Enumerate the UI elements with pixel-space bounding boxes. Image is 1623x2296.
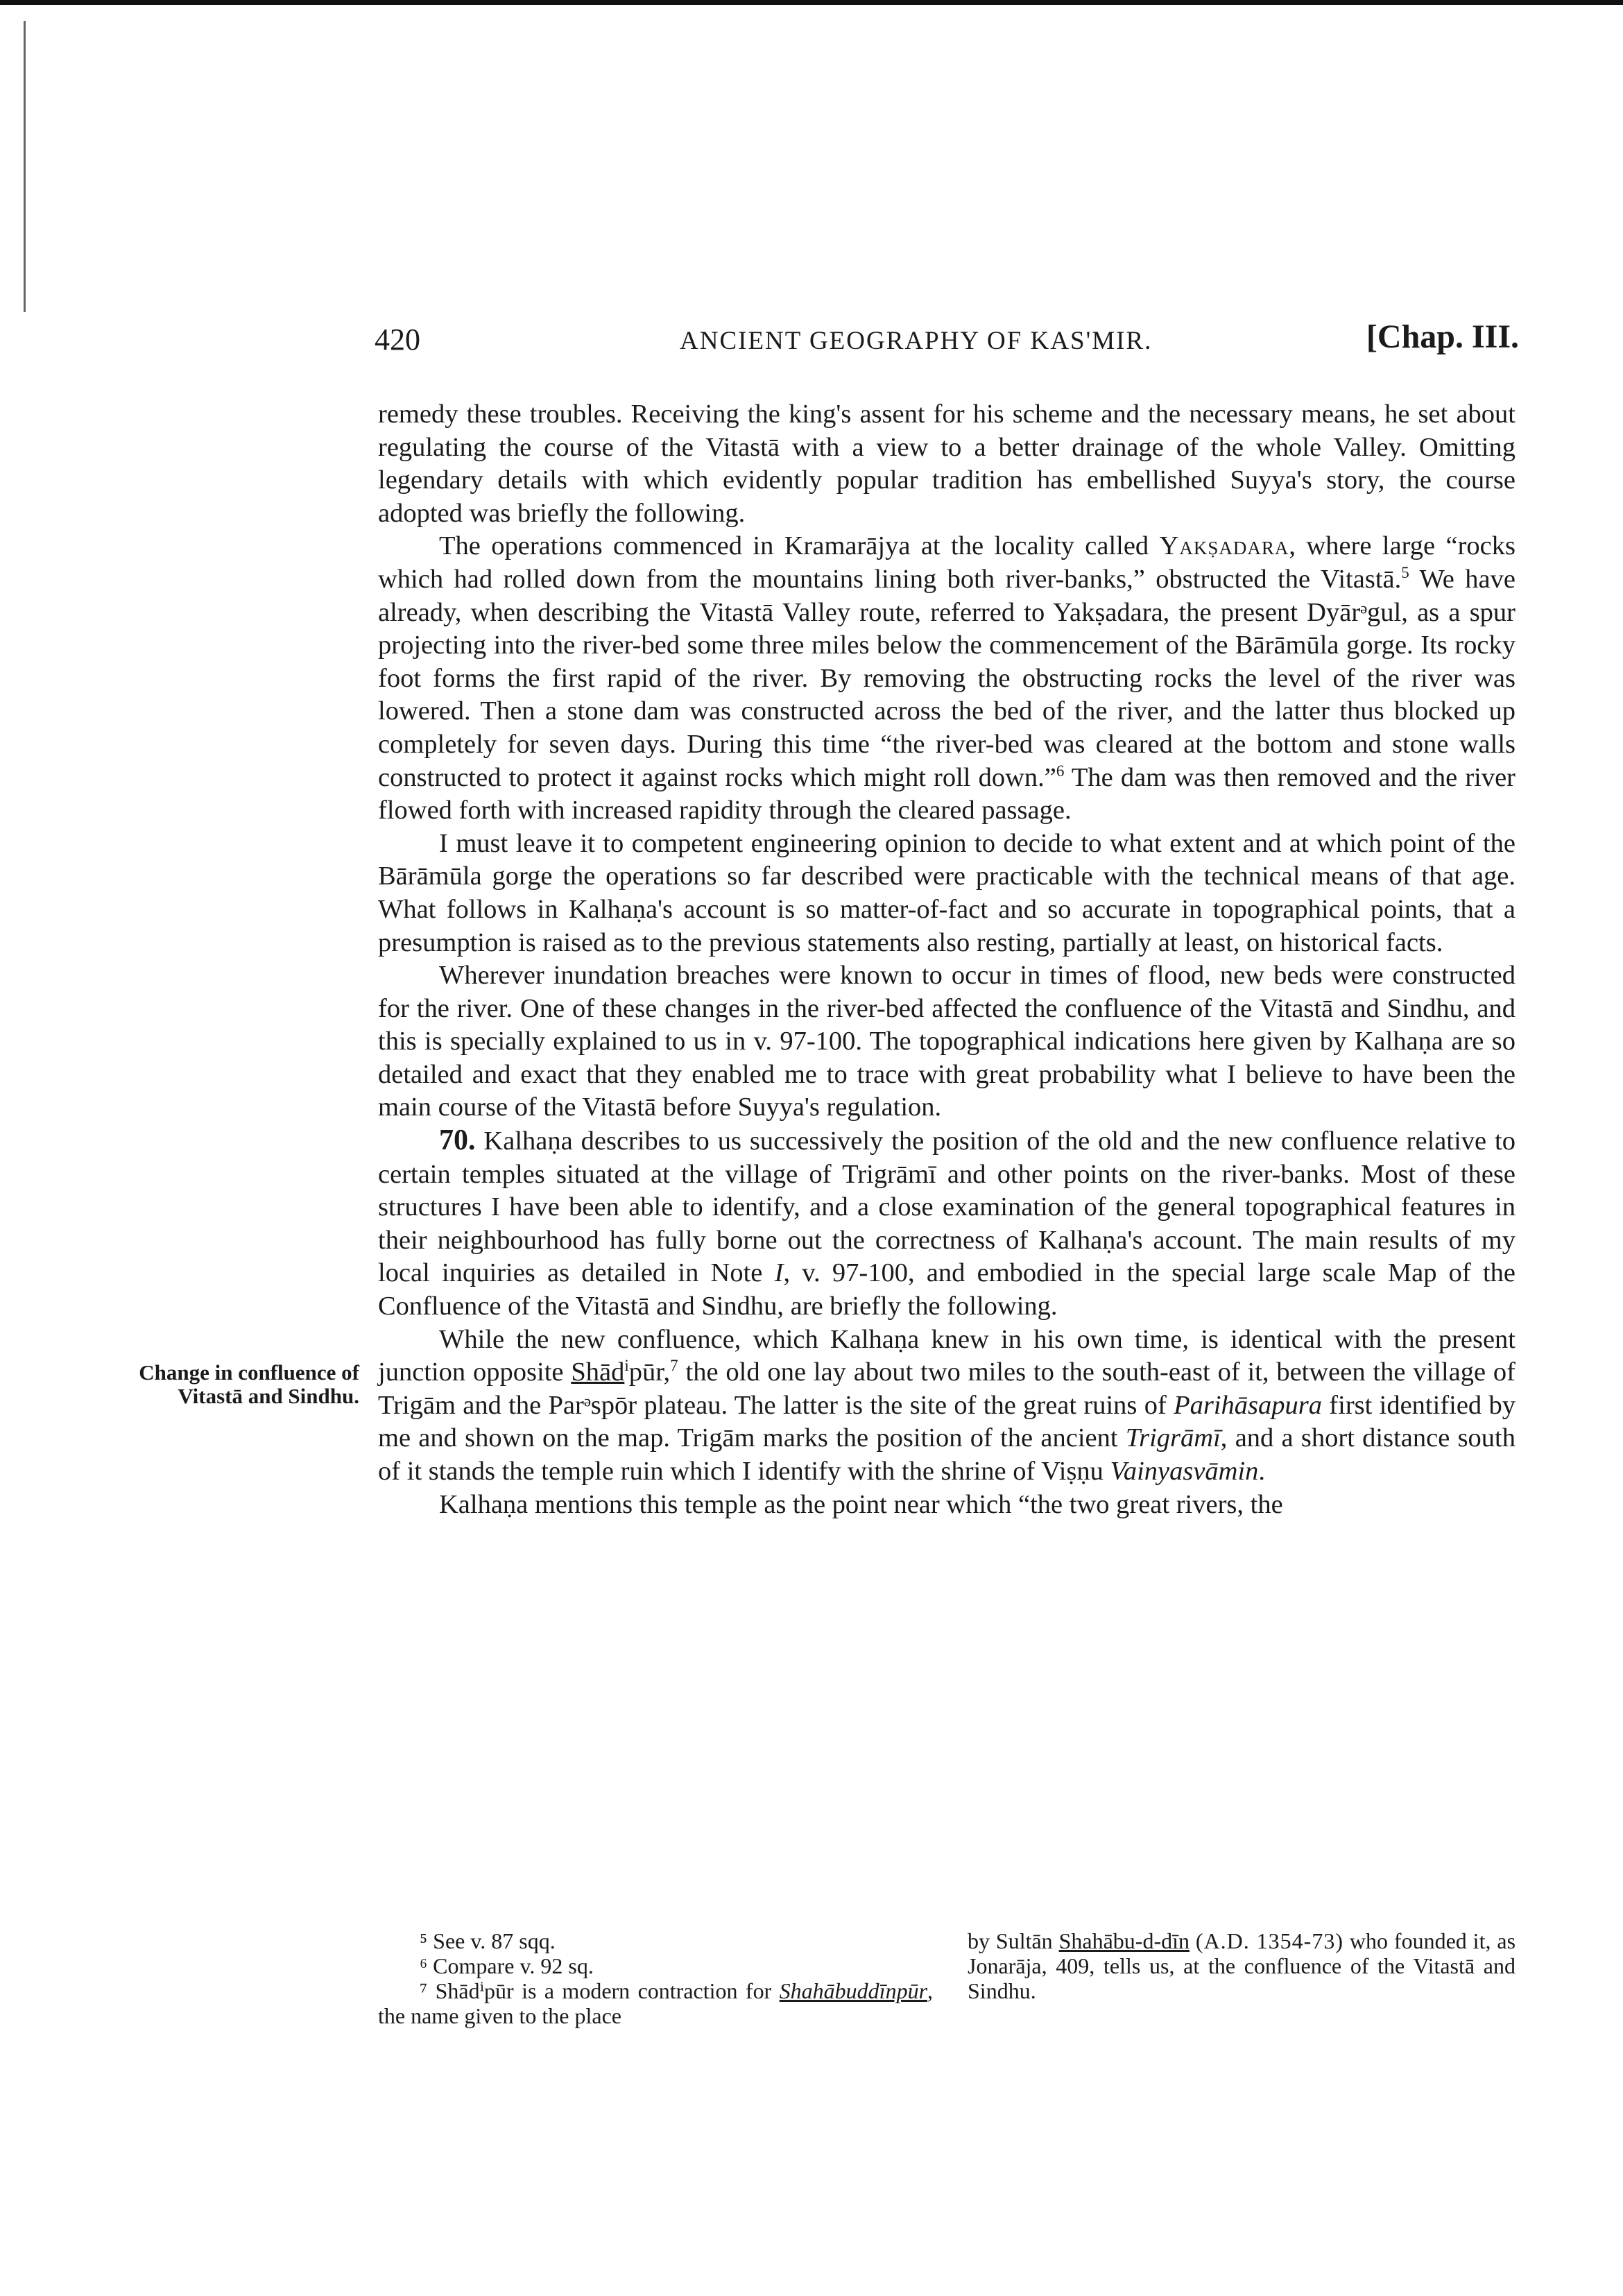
paragraph-5 (378, 1124, 1515, 1323)
main-text (378, 398, 1515, 1521)
page-number: 420 (375, 323, 420, 357)
paragraph-2 (378, 530, 1515, 827)
paragraph-1: remedy these troubles. Receiving the king's assent for his scheme and the necessary means, he set about regulating the course of the Vitastā with a view to a better drainage of the whole Valley. Omitting legendary details with which evidently popular tradition has embellished Suyya's story, the course adopted was briefly the following. (378, 400, 1515, 528)
fn7-text-a: ⁷ Shādⁱpūr is a modern contraction for (420, 1978, 772, 2003)
fn7-cont-shahabuddin: Shahābu-d-dīn (1058, 1928, 1190, 1953)
footnote-ref-6: 6 (1056, 761, 1065, 780)
footnote-ref-7: 7 (670, 1356, 678, 1375)
footnote-7 (378, 1978, 933, 2028)
footnote-5: ⁵ See v. 87 sqq. (420, 1928, 556, 1953)
p2-text-c: We have already, when describing the Vitastā Valley route, referred to Yakṣadara, the present Dyārᵊgul, as a spur projecting into the river-bed some three miles below the commencement of the Bārāmūla gorge. Its rocky foot forms the first rapid of the river. By removing the obstructing rocks the level of the river was lowered. Then a stone dam was constructed across the bed of the river, and the latter thus blocked up completely for seven days. During this time “the river-bed was cleared at the bottom and stone walls constructed to protect it against rocks which might roll down.” (378, 564, 1515, 792)
fn7-cont-a: by Sultān (968, 1928, 1053, 1953)
left-edge-mark (24, 21, 26, 312)
p2-text-a: The operations commenced in Kramarājya at the locality called (439, 531, 1149, 561)
p6-shad: Shād (571, 1357, 625, 1387)
paragraph-6: While the new confluence, which Kalhaṇa knew in his own time, is identical with the present junction opposite Shād$^i$pūr,$^7$ the old one lay about two miles to the south-east of it, between the village of Trigām and the Parᵊspōr plateau. The latter is the site of the great ruins of Parihāsapura first identified by me and shown on the map. Trigām marks the position of the ancient Trigrāmī, and a short distance south of it stands the temple ruin which I identify with the shrine of Viṣṇu Vainyasvāmin. (378, 1324, 1516, 1486)
p5-note-ref: I (774, 1258, 784, 1288)
page-header (375, 316, 1519, 365)
fn7-shahabuddinpur: Shahābuddīnpūr (779, 1978, 928, 2003)
section-number: 70. (439, 1124, 476, 1157)
p6-text-c: first identified by me and shown on the map. Trigām marks the position of the ancient (378, 1390, 1515, 1453)
p6-text-b: the old one lay about two miles to the south-east of it, between the village of Trigām and the Parᵊspōr plateau. The latter is the site of the great ruins of (378, 1357, 1515, 1420)
fn7-cont-b: who founded it, as Jonarāja, 409, tells us, at the confluence of the Vitastā and Sindhu. (968, 1928, 1516, 2003)
p6-vainyasvamin: Vainyasvāmin (1110, 1457, 1259, 1486)
p2-term-yaksadara: Yakṣadara (1159, 531, 1289, 561)
p6-text-e: . (1258, 1457, 1266, 1486)
footnotes-column-left (378, 1928, 933, 2028)
paragraph-3: I must leave it to competent engineering opinion to decide to what extent and at which point of the Bārāmūla gorge the operations so far described were practicable with the technical means of that age. What follows in Kalhaṇa's account is so matter-of-fact and so accurate in topographical points, that a presumption is raised as to the previous statements also resting, partially at least, on historical facts. (378, 828, 1515, 957)
p2-text-b: , where large “rocks which had rolled down from the mountains lining both river-banks,” obstructed the Vitastā. (378, 531, 1516, 594)
chapter-label: [Chap. III. (1366, 318, 1519, 355)
p6-pur: pūr (628, 1357, 664, 1387)
fn7-cont-date: (A.D. 1354-73) (1195, 1928, 1343, 1953)
paragraph-4: Wherever inundation breaches were known to occur in times of flood, new beds were constructed for the river. One of these changes in the river-bed affected the confluence of the Vitastā and Sindhu, and this is specially explained to us in v. 97-100. The topographical indications here given by Kalhaṇa are so detailed and exact that they enabled me to trace with great probability what I believe to have been the main course of the Vitastā before Suyya's regulation. (378, 961, 1515, 1122)
top-edge-rule (0, 0, 1623, 5)
fn7-text-c: , the name given to the place (378, 1978, 934, 2028)
footnote-ref-5: 5 (1401, 563, 1409, 582)
footnotes-column-right (968, 1928, 1515, 2003)
p6-parihasapura: Parihāsapura (1174, 1390, 1322, 1420)
p2-text-d: The dam was then removed and the river flowed forth with increased rapidity through the cleared passage. (378, 762, 1515, 825)
margin-note: Change in confluence of Vitastā and Sindhu. (139, 1360, 359, 1408)
p6-trigrami: Trigrāmī (1125, 1423, 1221, 1453)
footnote-6: ⁶ Compare v. 92 sq. (420, 1953, 594, 1978)
running-title: ANCIENT GEOGRAPHY OF KAS'MIR. (680, 327, 1153, 355)
p6-sup-i: i (624, 1356, 629, 1375)
paragraph-7: Kalhaṇa mentions this temple as the point near which “the two great rivers, the (439, 1489, 1283, 1519)
p5-text-b: , v. 97-100, and embodied in the special large scale Map of the Confluence of the Vitastā and Sindhu, are briefly the following. (378, 1258, 1516, 1321)
p6-text-d: , and a short distance south of it stands the temple ruin which I identify with the shrine of Viṣṇu (378, 1423, 1516, 1486)
p5-text-a: Kalhaṇa describes to us successively the position of the old and the new confluence relative to certain temples situated at the village of Trigrāmī and other points on the river-banks. Most of these structures I have been able to identify, and a close examination of the general topographical features in their neighbourhood has fully borne out the correctness of Kalhaṇa's account. The main results of my local inquiries as detailed in Note (378, 1126, 1515, 1288)
p6-text-a: While the new confluence, which Kalhaṇa knew in his own time, is identical with the present junction opposite (378, 1324, 1515, 1387)
